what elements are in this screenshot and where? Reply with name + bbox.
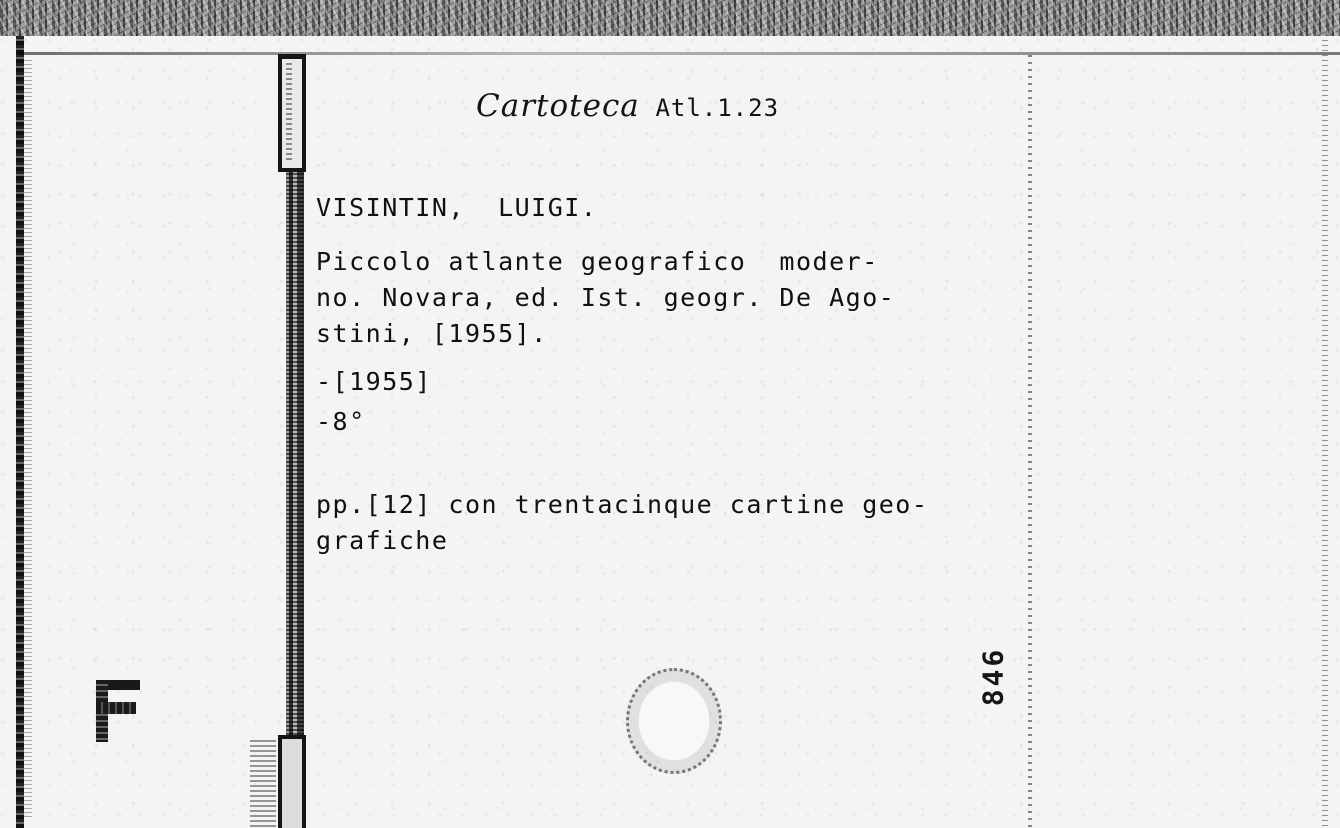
title-line: Piccolo atlante geografico moder- xyxy=(316,247,879,276)
index-tab-bottom xyxy=(278,735,306,828)
pagination-block xyxy=(316,487,928,559)
card-header xyxy=(476,88,779,124)
title-line: stini, [1955]. xyxy=(316,319,548,348)
shelfmark: Atl.1.23 xyxy=(655,94,780,122)
title-line: no. Novara, ed. Ist. geogr. De Ago- xyxy=(316,283,896,312)
index-tab-top xyxy=(278,54,306,172)
author-heading: VISINTIN, LUIGI. xyxy=(316,193,598,222)
scan-right-edge xyxy=(1322,40,1328,828)
title-block xyxy=(316,244,895,352)
card-top-edge xyxy=(18,52,1340,55)
date-line: -[1955] xyxy=(316,367,432,396)
index-tab-shadow xyxy=(250,740,276,828)
scan-top-edge xyxy=(0,0,1340,36)
pagination-line: grafiche xyxy=(316,526,449,555)
marker-mid xyxy=(96,702,136,714)
card-number: 846 xyxy=(976,646,1010,707)
corner-marker xyxy=(96,680,142,742)
format-line: -8° xyxy=(316,407,366,436)
collection-label: Cartoteca xyxy=(476,88,640,124)
punch-hole xyxy=(626,668,722,774)
pagination-line: pp.[12] con trentacinque cartine geo- xyxy=(316,490,929,519)
card-right-edge xyxy=(1028,55,1032,828)
card-spine xyxy=(286,165,304,828)
left-margin-texture xyxy=(24,60,32,820)
card-left-edge xyxy=(16,36,24,828)
